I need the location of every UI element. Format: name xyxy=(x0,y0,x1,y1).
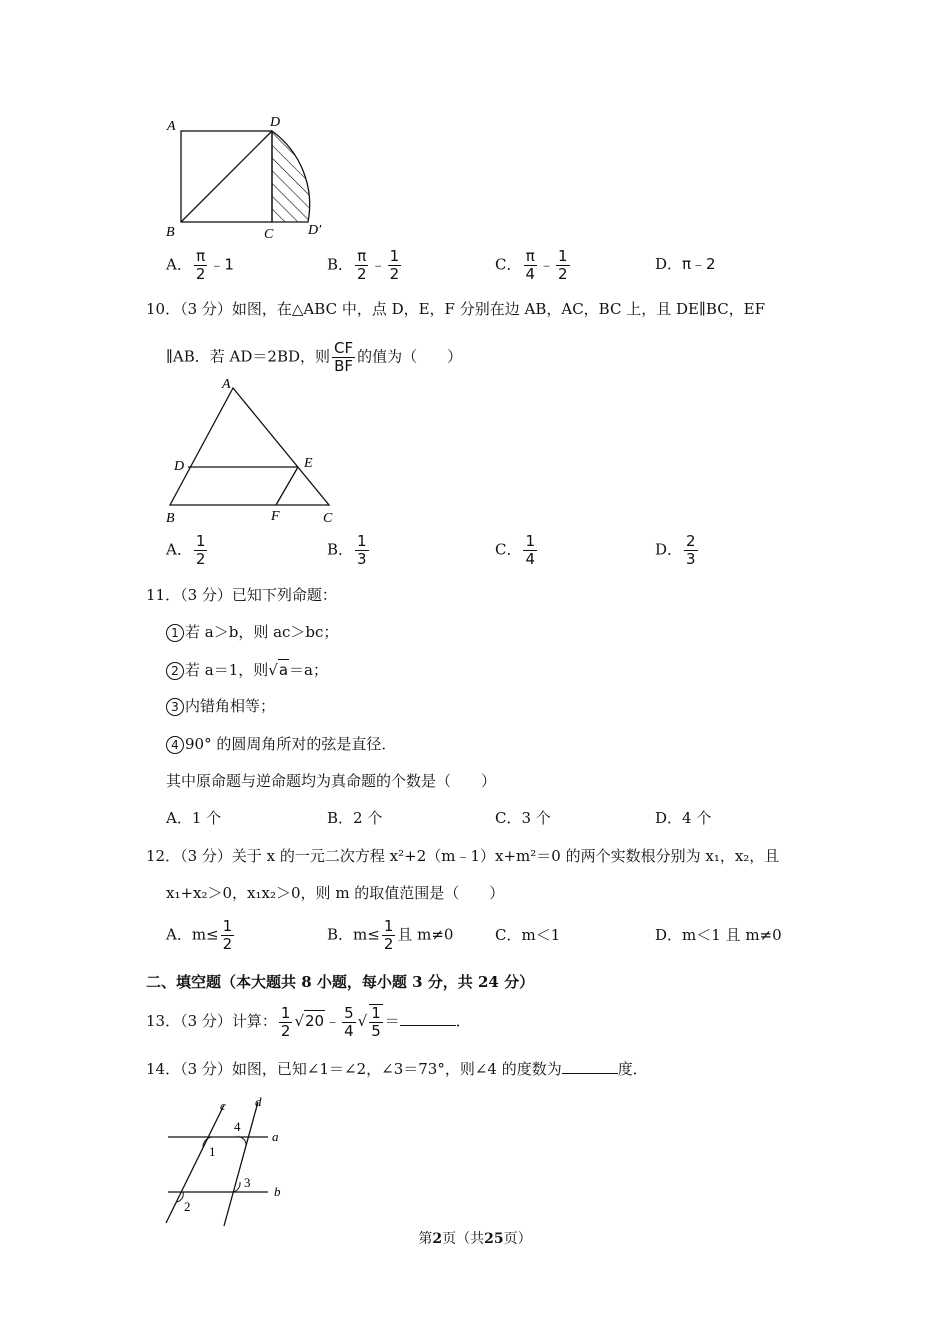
answer-blank[interactable] xyxy=(400,1011,456,1026)
q9-option-a[interactable]: A． $\frac{\pi}{2}$ ﹣1 xyxy=(166,247,234,283)
q11-proposition-2: 2 若 a＝1，则√a＝a； xyxy=(166,659,328,680)
figure-q10-triangle xyxy=(160,372,350,532)
label-angle-3: 3 xyxy=(244,1175,251,1190)
q10-stem-line1: 10．（3 分）如图，在△ABC 中，点 D，E，F 分别在边 AB，AC，BC 上，且 DE∥BC，EF xyxy=(146,300,766,318)
q10-option-c[interactable]: C． $\frac{1}{4}$ xyxy=(495,532,536,568)
q10-option-d[interactable]: D． $\frac{2}{3}$ xyxy=(655,532,696,568)
q12-stem-line1: 12．（3 分）关于 x 的一元二次方程 x²+2（m﹣1）x+m²＝0 的两个实数根分别为 x₁，x₂，且 xyxy=(146,847,780,865)
q11-proposition-4: 4 90° 的圆周角所对的弦是直径． xyxy=(166,734,396,754)
answer-blank[interactable] xyxy=(562,1059,618,1074)
q9-option-b[interactable]: B． $\frac{\pi}{2}$ ﹣ $\frac{1}{2}$ xyxy=(327,247,400,283)
circled-number-3: 3 xyxy=(166,698,184,716)
figure-q9-square-arc xyxy=(160,110,340,240)
q12-stem-line2: x₁+x₂＞0，x₁x₂＞0，则 m 的取值范围是（ ） xyxy=(166,884,505,902)
q11-option-c[interactable]: C．3 个 xyxy=(495,809,551,827)
label-a: a xyxy=(272,1129,279,1144)
circled-number-2: 2 xyxy=(166,662,184,680)
section-heading-fill-blank: 二、填空题（本大题共 8 小题，每小题 3 分，共 24 分） xyxy=(146,973,535,991)
page-footer: 第2页（共25页） xyxy=(418,1231,532,1247)
label-b: b xyxy=(274,1184,281,1199)
q12-option-c[interactable]: C．m＜1 xyxy=(495,926,561,944)
label-angle-4: 4 xyxy=(234,1119,241,1134)
q14-stem: 14．（3 分）如图，已知∠1＝∠2，∠3＝73°，则∠4 的度数为 度． xyxy=(146,1060,648,1078)
label-d: D xyxy=(174,459,185,474)
q11-option-d[interactable]: D．4 个 xyxy=(655,809,712,827)
label-b: B xyxy=(166,225,175,240)
q11-option-b[interactable]: B．2 个 xyxy=(327,809,383,827)
label-d-prime: D′ xyxy=(308,223,322,238)
q11-proposition-3: 3 内错角相等； xyxy=(166,696,275,716)
q10-stem-line2: ∥AB．若 AD＝2BD，则 $\frac{CF}{BF}$ 的值为（ ） xyxy=(166,339,463,375)
circled-number-4: 4 xyxy=(166,736,184,754)
q12-option-d[interactable]: D．m＜1 且 m≠0 xyxy=(655,926,782,944)
q11-stem: 11．（3 分）已知下列命题： xyxy=(146,586,337,604)
label-d: d xyxy=(255,1094,262,1109)
sqrt-sign: √ xyxy=(357,1012,368,1030)
label-a: A xyxy=(167,119,176,134)
q11-question: 其中原命题与逆命题均为真命题的个数是（ ） xyxy=(166,772,497,790)
figure-q14-parallel-lines xyxy=(160,1090,300,1230)
label-b: B xyxy=(166,511,175,526)
sqrt-sign: √ xyxy=(268,661,278,679)
circled-number-1: 1 xyxy=(166,624,184,642)
q11-proposition-1: 1 若 a＞b，则 ac＞bc； xyxy=(166,622,338,642)
label-e: E xyxy=(304,456,313,471)
q9-option-d[interactable]: D．π﹣2 xyxy=(655,255,716,273)
label-d: D xyxy=(270,115,281,130)
label-f: F xyxy=(271,509,280,524)
q9-option-c[interactable]: C． $\frac{\pi}{4}$ ﹣ $\frac{1}{2}$ xyxy=(495,247,568,283)
q12-option-b[interactable]: B．m≤ $\frac{1}{2}$ 且 m≠0 xyxy=(327,917,454,953)
q13-stem: 13．（3 分）计算： $\frac{1}{2}$ √20﹣ $\frac{5}{4}$ √ $\frac{1}{5}$ ＝ ． xyxy=(146,1003,471,1040)
label-angle-2: 2 xyxy=(184,1199,191,1214)
label-c: c xyxy=(220,1098,226,1113)
label-c: C xyxy=(323,511,333,526)
label-c: C xyxy=(264,227,274,240)
q12-option-a[interactable]: A．m≤ $\frac{1}{2}$ xyxy=(166,917,233,953)
q11-option-a[interactable]: A．1 个 xyxy=(166,809,222,827)
q10-option-b[interactable]: B． $\frac{1}{3}$ xyxy=(327,532,367,568)
q10-option-a[interactable]: A． $\frac{1}{2}$ xyxy=(166,532,206,568)
sqrt-sign: √ xyxy=(294,1012,305,1030)
label-angle-1: 1 xyxy=(209,1144,216,1159)
label-a: A xyxy=(222,377,231,392)
